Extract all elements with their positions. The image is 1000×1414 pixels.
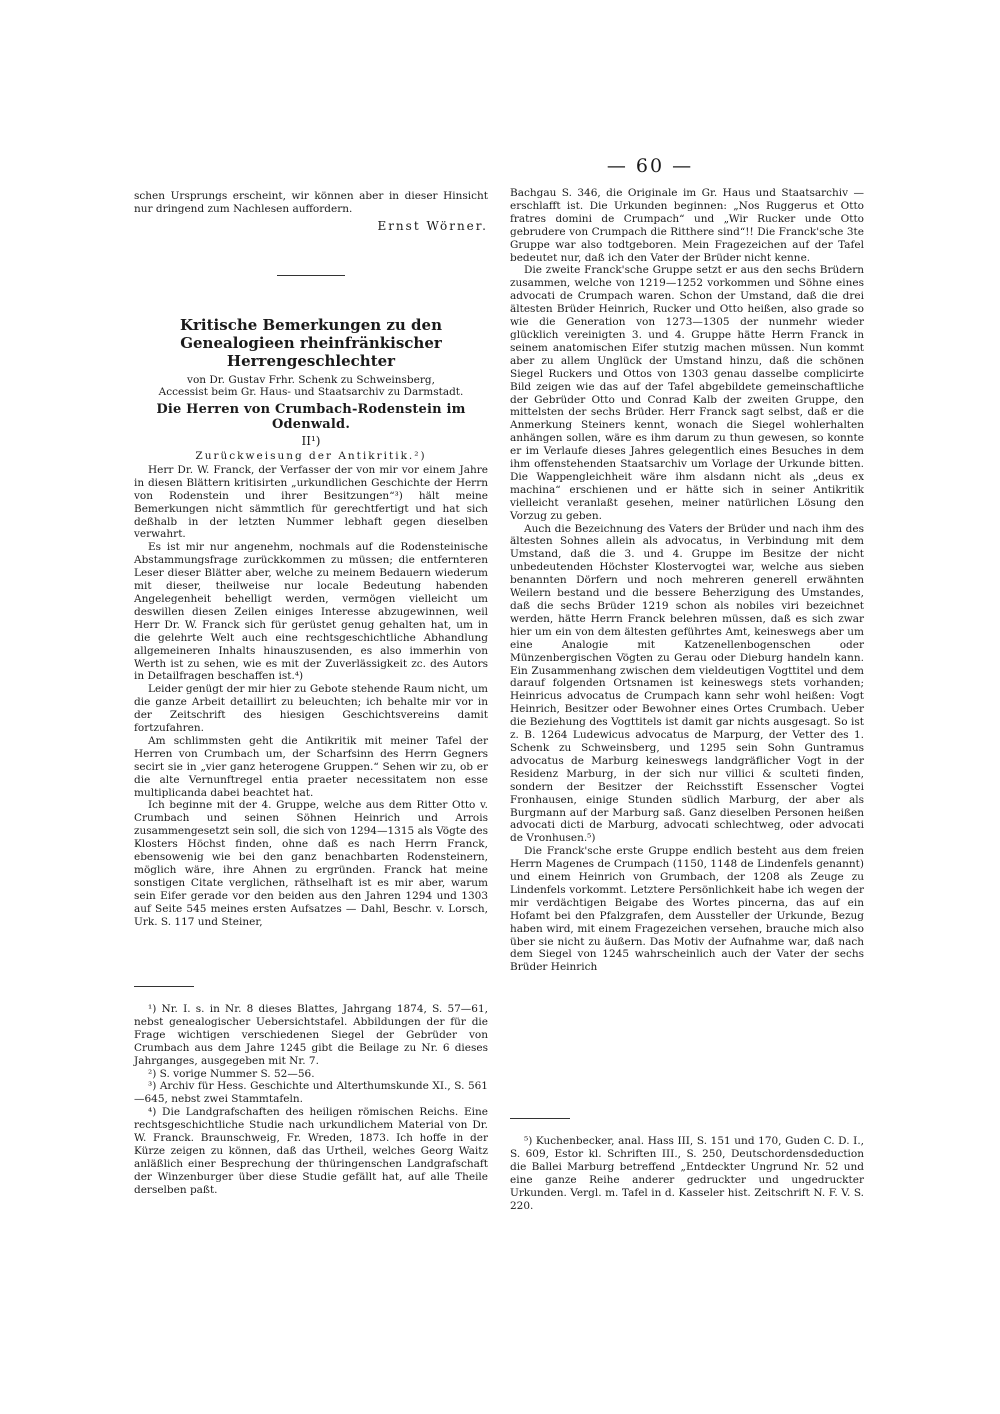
footnote: ⁴) Die Landgrafschaften des heiligen römischen Reichs. Eine rechtsgeschichtliche Studie nach urkundlichem Material von Dr. W. Franck. Braunschweig, Fr. Wreden, 1873. Ich hoffe in der Kürze zeigen zu können, daß das Urtheil, welches Georg Waitz anläßlich einer Besprechung der thüringenschen Landgrafschaft der Winzenburger über diese Studie gefällt hat, auf alle Theile derselben paßt.: [134, 1106, 488, 1196]
footnote: ³) Archiv für Hess. Geschichte und Alterthumskunde XI., S. 561—645, nebst zwei Stammtafeln.: [134, 1080, 488, 1106]
right-column: [510, 187, 864, 974]
article-subtitle: Die Herren von Crumbach-Rodenstein im Odenwald.: [156, 401, 466, 432]
author-line: Accessist beim Gr. Haus- und Staatsarchiv zu Darmstadt.: [158, 386, 464, 399]
body-paragraph: Herr Dr. W. Franck, der Verfasser der von mir vor einem Jahre in diesen Blättern kritisirten „urkundlichen Geschichte der Herrn von Rodenstein und ihrer Besitzungen“³) hält meine Bemerkungen nicht sämmtlich für gerechtfertigt und hat sich deßhalb in der letzten Nummer lebhaft gegen dieselben verwahrt.: [134, 463, 488, 541]
section-title: Zurückweisung der Antikritik.²): [195, 449, 427, 462]
body-paragraph: Auch die Bezeichnung des Vaters der Brüder und nach ihm des ältesten Sohnes allein als advocatus, in Verbindung mit dem Umstand, daß die 3. und 4. Gruppe im Besitze der nicht unbedeutenden Höchster Klostervogtei war, welche aus sieben benannten Dörfern und noch mehreren generell erwähnten Weilern bestand und die bessere Beherzigung des Umstandes, daß die sechs Brüder 1219 schon als nobiles viri bezeichnet werden, hätte Herrn Franck belehren müssen, daß es sich zwar hier um ein von dem ältesten geführtes Amt, keineswegs aber um eine Analogie mit Katzenellenbogenschen oder Münzenbergischen Vögten zu Gerau oder Dieburg handeln kann. Ein Zusammenhang zwischen dem vieldeutigen Vogttitel und dem darauf folgenden Ortsnamen ist keineswegs stets vorhanden; Heinricus advocatus de Crumpach kann sehr wohl heißen: Vogt Heinrich, Besitzer oder Bewohner eines Ortes Crumbach. Ueber die Beziehung des Vogttitels ist damit gar nichts ausgesagt. So ist z. B. 1264 Ludewicus advocatus de Marpurg, der Vetter des 1. Schenk zu Schweinsberg, und 1295 sein Sohn Guntramus advocatus de Marburg keineswegs landgräflicher Vogt in der Residenz Marburg, in der sich nur villici & sculteti finden, sondern der Besitzer der Reichsstift Essenscher Vogtei Fronhausen, einige Stunden südlich Marburg, der aber als Burgmann auf der Marburg saß. Ganz dieselben Personen heißen advocati dicti de Marburg, advocati schlechtweg, oder advocati de Vronhusen.⁵): [510, 522, 864, 845]
continuation-text: schen Ursprungs erscheint, wir können aber in dieser Hinsicht nur dringend zum Nachlesen auffordern.: [134, 190, 488, 215]
part-number: II¹): [301, 433, 321, 448]
body-paragraph: Leider genügt der mir hier zu Gebote stehende Raum nicht, um die ganze Arbeit detaillirt zu beleuchten; ich behalte mir vor in der Zeitschrift des hiesigen Geschichtsvereins damit fortzufahren.: [134, 683, 488, 735]
footnote-divider: [510, 1118, 570, 1119]
body-paragraph: Ich beginne mit der 4. Gruppe, welche aus dem Ritter Otto v. Crumbach und seinen Söhnen Heinrich und Arrois zusammengesetzt sein soll, die sich von 1294—1315 als Vögte des Klosters Höchst finden, ohne daß es nach Herrn Franck, ebensowenig wie bei den ganz benachbarten Rodensteinern, möglich wäre, ihre Ahnen zu ergründen. Franck hat meine sonstigen Citate verglichen, räthselhaft ist es mir aber, warum sein Eifer gerade vor den beiden aus den Jahren 1294 und 1303 auf Seite 545 meines ersten Aufsatzes — Dahl, Beschr. v. Lorsch, Urk. S. 117 und Steiner,: [134, 799, 488, 928]
body-paragraph: Die Franck'sche erste Gruppe endlich besteht aus dem freien Herrn Magenes de Crumpach (1150, 1148 de Lindenfels genannt) und einem Heinrich von Grumbach, der 1208 als Zeuge zu Lindenfels vorkommt. Letztere Persönlichkeit habe ich wegen der mir verdächtigen Beigabe des Wortes pincerna, das auf ein Hofamt bei den Pfalzgrafen, dem Aussteller der Urkunde, Bezug haben wird, mit einem Fragezeichen versehen, brauche mich also über sie nicht zu äußern. Das Motiv der Aufnahme war, daß nach dem Siegel von 1245 wahrscheinlich auch der Vater der sechs Brüder Heinrich: [510, 845, 864, 974]
footnote: ¹) Nr. I. s. in Nr. 8 dieses Blattes, Jahrgang 1874, S. 57—61, nebst genealogischer Uebersichtstafel. Abbildungen der für die Frage wichtigen verschiedenen Siegel der Gebrüder von Crumbach aus dem Jahre 1245 gibt die Beilage zu Nr. 6 dieses Jahrganges, ausgegeben mit Nr. 7.: [134, 1003, 488, 1067]
left-column: [134, 190, 488, 929]
left-footnotes: [134, 986, 488, 1197]
footnote: ²) S. vorige Nummer S. 52—56.: [148, 1067, 315, 1080]
body-paragraph: Am schlimmsten geht die Antikritik mit meiner Tafel der Herren von Crumbach um, der Scharfsinn des Herrn Gegners secirt sie in „vier ganz heterogene Gruppen.“ Sehen wir zu, ob er die alte Vernunftregel entia praeter necessitatem non esse multiplicanda dabei beachtet hat.: [134, 734, 488, 799]
right-footnotes: [510, 1118, 864, 1212]
article-title: Kritische Bemerkungen zu den Genealogieen rheinfränkischer Herrengeschlechter: [179, 315, 442, 370]
body-paragraph: Bachgau S. 346, die Originale im Gr. Haus und Staatsarchiv — erschlafft ist. Die Urkunden beginnen: „Nos Ruggerus et Otto fratres domini de Crumpach“ und „Wir Rucker unde Otto gebrudere von Crumpach die Ritthere sind“!! Die Franck'sche 3te Gruppe war also todtgeboren. Mein Fragezeichen auf der Tafel bedeutet nur, daß ich den Vater der Brüder nicht kenne.: [510, 187, 864, 264]
footnote: ⁵) Kuchenbecker, anal. Hass III, S. 151 und 170, Guden C. D. I., S. 609, Estor kl. Schriften III., S. 250, Deutschordensdeduction die Ballei Marburg betreffend „Entdeckter Ungrund Nr. 52 und eine ganze Reihe anderer gedruckter und ungedruckter Urkunden. Vergl. m. Tafel in d. Kasseler hist. Zeitschrift N. F. V. S. 220.: [510, 1135, 864, 1212]
body-paragraph: Die zweite Franck'sche Gruppe setzt er aus den sechs Brüdern zusammen, welche von 1219—1252 vorkommen und Söhne eines advocati de Crumpach waren. Schon der Umstand, daß die drei ältesten Brüder Heinrich, Rucker und Otto heißen, also grade so wie die Generation von 1273—1305 der nunmehr wieder glücklich vereinigten 3. und 4. Gruppe hätte Herrn Franck in seinem anatomischen Eifer stutzig machen müssen. Nun kommt aber zu allem Unglück der Umstand hinzu, daß die schönen Siegel Ruckers und Ottos von 1303 genau dasselbe complicirte Bild zeigen wie das auf der Tafel abgebildete gemeinschaftliche der Gebrüder Otto und Conrad Kalb der zweiten Gruppe, den mittelsten der sechs Brüder. Herr Franck sagt selbst, daß er die Anmerkung Steiners kennt, wonach die Siegel wohlerhalten anhängen sollen, wäre es ihm darum zu thun gewesen, so konnte er im Verlaufe dieses Jahres gelegentlich eines Besuches in dem ihm offenstehenden Staatsarchiv um Vorlage der Urkunde bitten. Die Wappengleichheit wäre ihm alsdann nicht als „deus ex machina“ erschienen und er hätte sich in seiner Antikritik vielleicht veranlaßt gesehen, meiner natürlichen Lösung den Vorzug zu geben.: [510, 264, 864, 522]
footnote-divider: [134, 986, 194, 987]
article-author: [134, 374, 488, 399]
author-line: von Dr. Gustav Frhr. Schenk zu Schweinsberg,: [187, 373, 435, 386]
section-divider: [277, 275, 345, 276]
body-paragraph: Es ist mir nur angenehm, nochmals auf die Rodensteinische Abstammungsfrage zurückkommen zu müssen; die entfernteren Leser dieser Blätter aber, welche zu meinem Bedauern wiederum mit dieser, theilweise nur locale Bedeutung habenden Angelegenheit behelligt werden, vermögen vielleicht um deswillen diesen Zeilen einiges Interesse abzugewinnen, weil Herr Dr. W. Franck sich für gerüstet genug gehalten hat, um in die gelehrte Welt auch eine rechtsgeschichtliche Abhandlung allgemeineren Inhalts hinauszusenden, es also immerhin von Werth ist zu sehen, wie es mit der Zuverlässigkeit zc. des Autors in Detailfragen beschaffen ist.⁴): [134, 541, 488, 683]
page-number: — 60 —: [606, 155, 694, 177]
author-signature: Ernst Wörner.: [377, 218, 488, 233]
